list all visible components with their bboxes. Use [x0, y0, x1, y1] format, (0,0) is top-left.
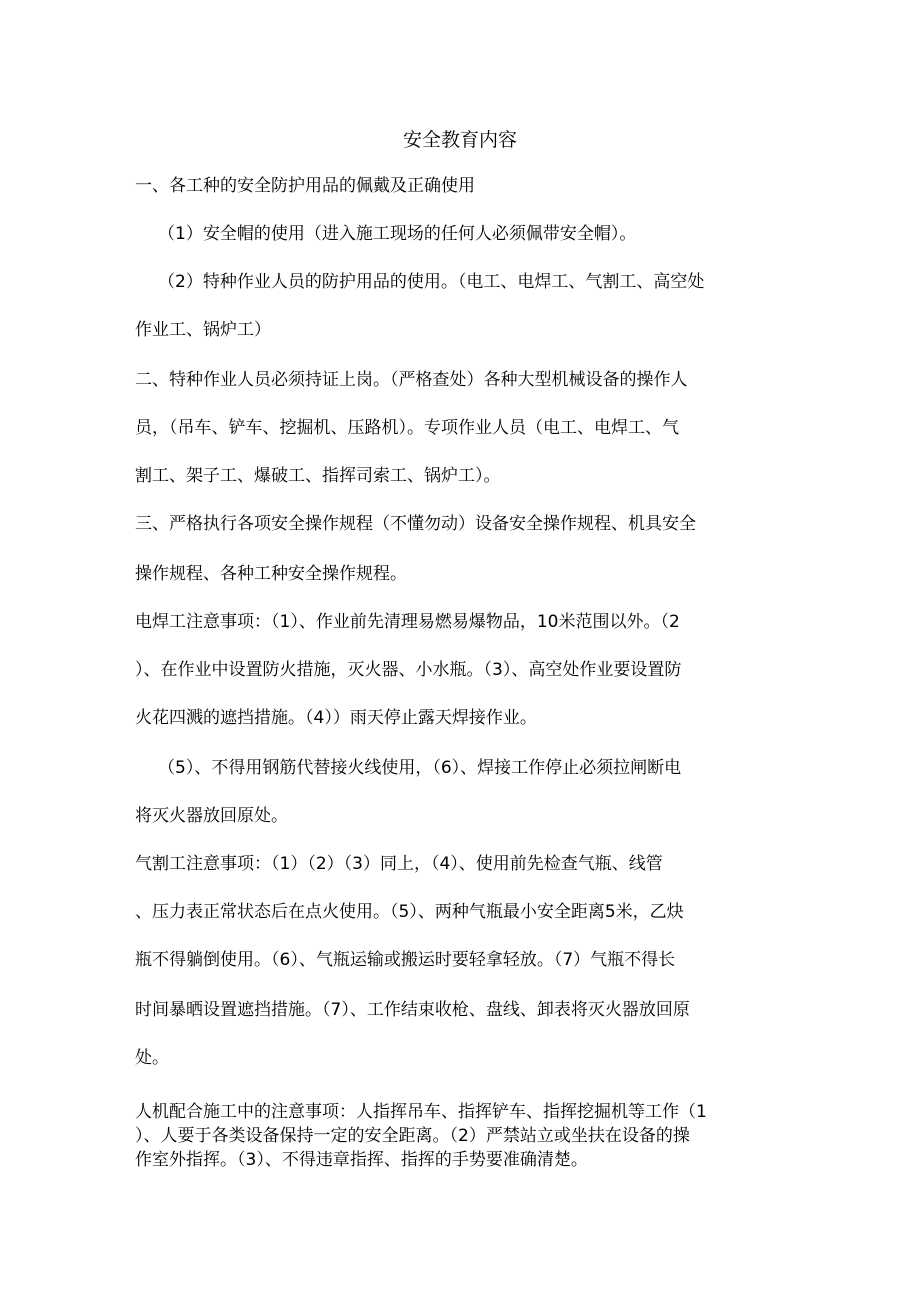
gas-cutter-notes-line-2: 、压力表正常状态后在点火使用。（5）、两种气瓶最小安全距离5米，乙炔: [135, 902, 684, 922]
gas-cutter-notes-line-5: 处。: [135, 1048, 169, 1068]
welder-notes-line-4: （5）、不得用钢筋代替接火线使用，（6）、焊接工作停止必须拉闸断电: [158, 758, 682, 778]
section-3-line-2: 操作规程、各种工种安全操作规程。: [135, 564, 407, 584]
gas-cutter-notes-line-4: 时间暴晒设置遮挡措施。（7）、工作结束收枪、盘线、卸表将灭火器放回原: [135, 1000, 690, 1020]
item-1-helmet: （1）安全帽的使用（进入施工现场的任何人必须佩带安全帽）。: [158, 224, 637, 244]
item-2-special-ppe-cont: 作业工、锅炉工）: [135, 320, 271, 340]
item-2-special-ppe: （2）特种作业人员的防护用品的使用。（电工、电焊工、气割工、高空处: [158, 272, 705, 292]
human-machine-notes-line-3: 作室外指挥。（3）、不得违章指挥、指挥的手势要准确清楚。: [135, 1150, 588, 1170]
document-title: 安全教育内容: [402, 129, 517, 151]
gas-cutter-notes-line-1: 气割工注意事项：（1）（2）（3）同上，（4）、使用前先检查气瓶、线管: [135, 854, 663, 874]
human-machine-notes-line-2: ）、人要于各类设备保持一定的安全距离。（2）严禁站立或坐扶在设备的操: [135, 1126, 690, 1146]
welder-notes-line-2: ）、在作业中设置防火措施，灭火器、小水瓶。（3）、高空处作业要设置防: [135, 660, 682, 680]
gas-cutter-notes-line-3: 瓶不得躺倒使用。（6）、气瓶运输或搬运时要轻拿轻放。（7）气瓶不得长: [135, 950, 676, 970]
section-1-heading: 一、各工种的安全防护用品的佩戴及正确使用: [135, 176, 475, 196]
section-3-line-1: 三、严格执行各项安全操作规程（不懂勿动）设备安全操作规程、机具安全: [135, 514, 696, 534]
human-machine-notes-line-1: 人机配合施工中的注意事项：人指挥吊车、指挥铲车、指挥挖掘机等工作（1: [135, 1102, 707, 1122]
welder-notes-line-1: 电焊工注意事项：（1）、作业前先清理易燃易爆物品，10米范围以外。（2: [135, 612, 680, 632]
section-2-line-2: 员，（吊车、铲车、挖掘机、压路机）。专项作业人员（电工、电焊工、气: [135, 418, 679, 438]
section-2-line-1: 二、特种作业人员必须持证上岗。（严格查处）各种大型机械设备的操作人: [135, 370, 688, 390]
welder-notes-line-3: 火花四溅的遮挡措施。（4））雨天停止露天焊接作业。: [135, 708, 537, 728]
welder-notes-line-5: 将灭火器放回原处。: [135, 806, 288, 826]
section-2-line-3: 割工、架子工、爆破工、指挥司索工、锅炉工）。: [135, 466, 501, 486]
